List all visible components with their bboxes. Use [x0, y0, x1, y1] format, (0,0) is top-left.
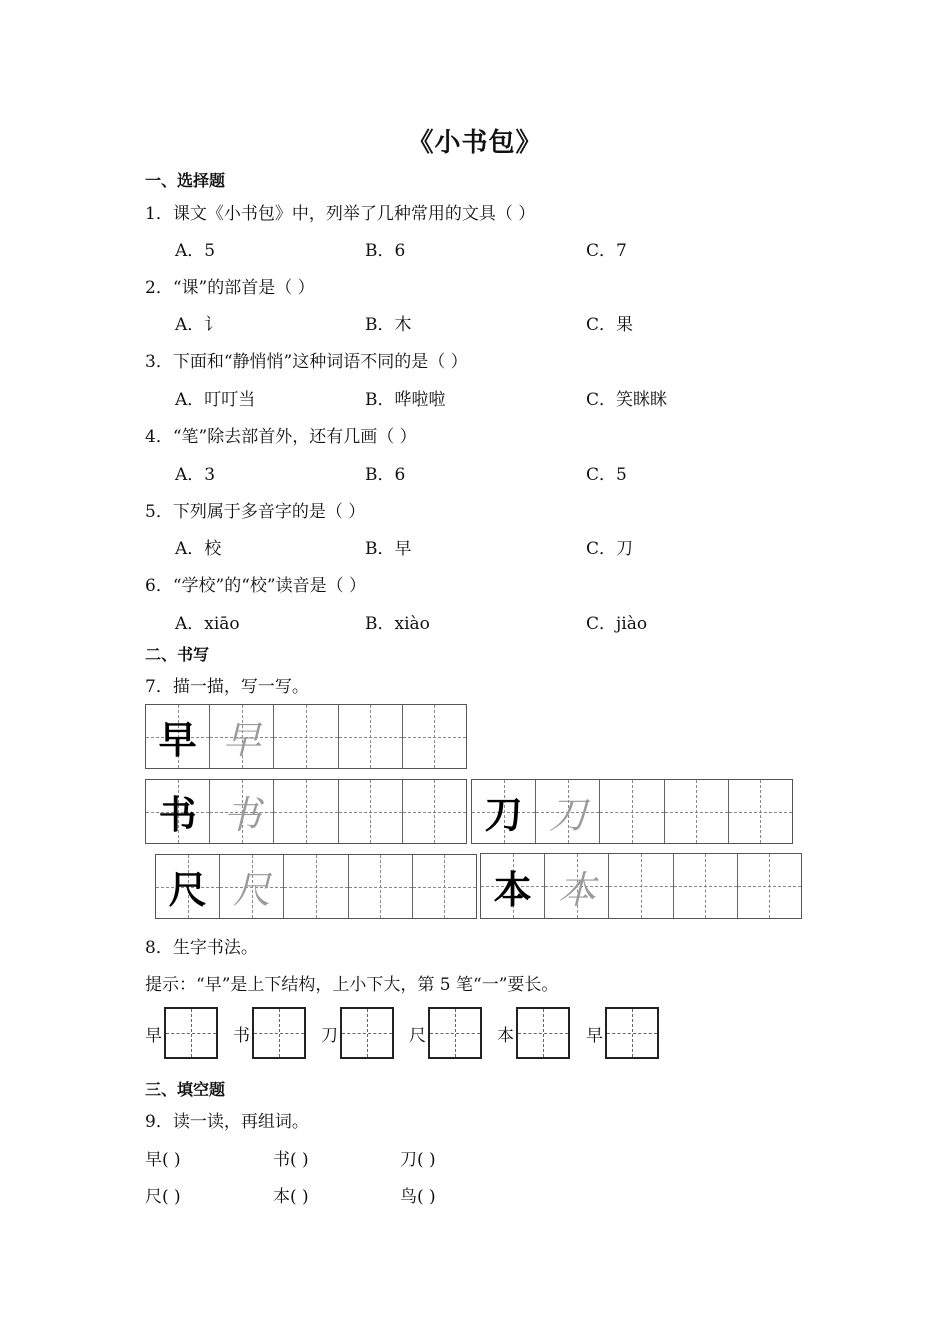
option-c[interactable]: C．7: [586, 241, 627, 261]
option-a[interactable]: A．5: [175, 241, 216, 261]
trace-character: 书: [222, 793, 261, 837]
grid-cell: [146, 705, 210, 768]
question-3: 3．下面和“静悄悄”这种词语不同的是（ ）: [145, 352, 468, 372]
grid-cell[interactable]: [738, 854, 801, 918]
calligraphy-label: 早: [145, 1025, 162, 1046]
option-a[interactable]: A．校: [175, 539, 222, 559]
question-6: 6．“学校”的“校”读音是（ ）: [145, 576, 366, 596]
word-blank[interactable]: 本( ): [273, 1187, 309, 1207]
question-8: 8．生字书法。: [145, 938, 258, 958]
grid-cell[interactable]: [545, 854, 609, 918]
calligraphy-box[interactable]: [164, 1007, 218, 1059]
grid-cell[interactable]: [349, 855, 413, 918]
trace-character: 刀: [548, 793, 587, 837]
model-character: 本: [493, 866, 532, 912]
question-7: 7．描一描，写一写。: [145, 677, 309, 697]
tracing-grid-row: [145, 704, 467, 769]
question-1: 1．课文《小书包》中，列举了几种常用的文具（ ）: [145, 204, 536, 224]
question-2: 2．“课”的部首是（ ）: [145, 278, 315, 298]
option-a[interactable]: A．xiāo: [175, 614, 240, 634]
grid-cell[interactable]: [536, 780, 600, 843]
option-c[interactable]: C．刀: [586, 539, 634, 559]
option-a[interactable]: A．讠: [175, 315, 222, 335]
calligraphy-item: [586, 1007, 659, 1059]
calligraphy-item: [233, 1007, 306, 1059]
calligraphy-box[interactable]: [340, 1007, 394, 1059]
calligraphy-label: 刀: [321, 1025, 338, 1046]
grid-cell[interactable]: [674, 854, 738, 918]
calligraphy-box[interactable]: [605, 1007, 659, 1059]
option-b[interactable]: B．早: [365, 539, 412, 559]
calligraphy-item: [497, 1007, 570, 1059]
option-c[interactable]: C．jiào: [586, 614, 648, 634]
section-heading-writing: 二、书写: [145, 645, 210, 664]
grid-cell[interactable]: [220, 855, 284, 918]
grid-cell[interactable]: [339, 705, 403, 768]
word-blank[interactable]: 尺( ): [145, 1187, 181, 1207]
model-character: 刀: [484, 792, 523, 837]
option-b[interactable]: B．xiào: [365, 614, 430, 634]
option-c[interactable]: C．果: [586, 315, 634, 335]
grid-cell[interactable]: [665, 780, 729, 843]
grid-cell[interactable]: [284, 855, 348, 918]
option-c[interactable]: C．5: [586, 465, 627, 485]
grid-cell: [146, 780, 210, 843]
grid-cell[interactable]: [210, 705, 274, 768]
calligraphy-box[interactable]: [252, 1007, 306, 1059]
grid-cell[interactable]: [339, 780, 403, 843]
word-blank[interactable]: 刀( ): [400, 1150, 436, 1170]
page-title: 《小书包》: [407, 128, 543, 158]
grid-cell[interactable]: [274, 780, 338, 843]
hint-text: 提示：“早”是上下结构，上小下大，第 5 笔“一”要长。: [145, 975, 559, 995]
calligraphy-label: 书: [233, 1025, 250, 1046]
trace-character: 早: [222, 718, 261, 762]
section-heading-choice: 一、选择题: [145, 171, 226, 190]
model-character: 尺: [168, 867, 207, 912]
grid-cell[interactable]: [600, 780, 664, 843]
option-b[interactable]: B．哗啦啦: [365, 390, 446, 410]
grid-cell[interactable]: [274, 705, 338, 768]
option-b[interactable]: B．6: [365, 241, 406, 261]
grid-cell[interactable]: [609, 854, 673, 918]
model-character: 书: [158, 792, 197, 837]
option-b[interactable]: B．木: [365, 315, 412, 335]
tracing-grid-row: [155, 854, 477, 919]
question-4: 4．“笔”除去部首外，还有几画（ ）: [145, 427, 417, 447]
calligraphy-box[interactable]: [428, 1007, 482, 1059]
grid-cell: [472, 780, 536, 843]
option-b[interactable]: B．6: [365, 465, 406, 485]
trace-character: 本: [557, 867, 596, 912]
grid-cell[interactable]: [403, 780, 466, 843]
calligraphy-item: [145, 1007, 218, 1059]
calligraphy-label: 本: [497, 1025, 514, 1046]
model-character: 早: [158, 717, 197, 762]
word-blank[interactable]: 鸟( ): [400, 1187, 436, 1207]
calligraphy-box[interactable]: [516, 1007, 570, 1059]
question-5: 5．下列属于多音字的是（ ）: [145, 502, 366, 522]
calligraphy-label: 尺: [409, 1025, 426, 1046]
tracing-grid-row: [480, 853, 802, 919]
tracing-grid-row: [145, 779, 467, 844]
grid-cell: [156, 855, 220, 918]
section-heading-fill: 三、填空题: [145, 1080, 226, 1099]
calligraphy-item: [409, 1007, 482, 1059]
word-blank[interactable]: 早( ): [145, 1150, 181, 1170]
calligraphy-label: 早: [586, 1025, 603, 1046]
calligraphy-item: [321, 1007, 394, 1059]
word-blank[interactable]: 书( ): [273, 1150, 309, 1170]
grid-cell[interactable]: [210, 780, 274, 843]
trace-character: 尺: [232, 868, 271, 912]
tracing-grid-row: [471, 779, 793, 844]
question-9: 9．读一读，再组词。: [145, 1112, 309, 1132]
grid-cell[interactable]: [403, 705, 466, 768]
grid-cell: [481, 854, 545, 918]
option-a[interactable]: A．叮叮当: [175, 390, 256, 410]
grid-cell[interactable]: [413, 855, 476, 918]
option-a[interactable]: A．3: [175, 465, 216, 485]
option-c[interactable]: C．笑眯眯: [586, 390, 668, 410]
grid-cell[interactable]: [729, 780, 792, 843]
